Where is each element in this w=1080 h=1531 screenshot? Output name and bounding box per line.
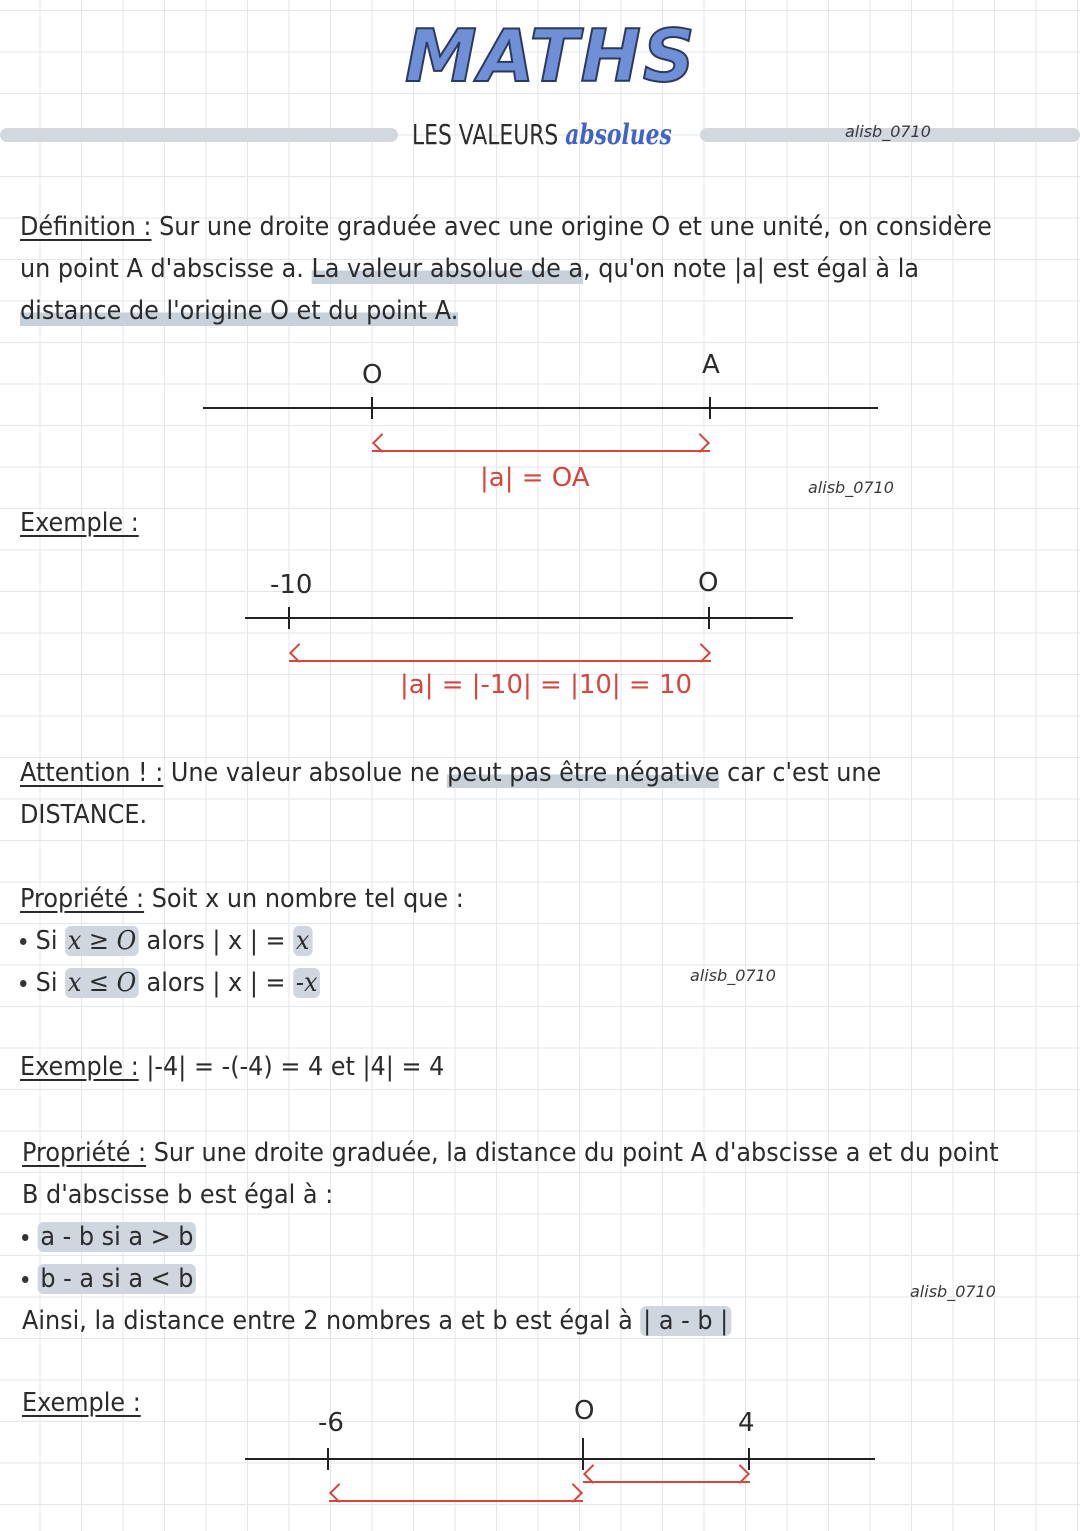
property2-item-1 (22, 1222, 196, 1253)
property2-label: Propriété : (22, 1138, 147, 1168)
attention-line-2: DISTANCE. (20, 800, 148, 830)
attention-label: Attention ! : (20, 758, 164, 788)
watermark-header: alisb_0710 (845, 122, 931, 141)
example3-mid-label: O (574, 1396, 595, 1426)
diagram1-arrow (372, 450, 710, 452)
attention-highlight: peut pas être négative (447, 758, 720, 788)
arrowhead-right-icon (563, 1483, 583, 1503)
definition-line-1 (20, 212, 992, 243)
diagram1-origin-label: O (362, 360, 383, 390)
property1-item1-a: Si (35, 926, 58, 956)
example3-axis (245, 1458, 875, 1460)
bullet-icon (22, 1234, 28, 1241)
watermark-diagram1: alisb_0710 (808, 478, 894, 497)
diagram1-result: |a| = OA (480, 463, 590, 493)
property1-item1-c: alors | x | = (146, 926, 286, 956)
property2-conclusion-b: | a - b | (640, 1306, 731, 1336)
example1-label: Exemple : (20, 508, 139, 538)
example1-axis (245, 617, 793, 619)
example3-arrow-left (329, 1500, 583, 1502)
property2-item2-text: b - a si a < b (38, 1264, 197, 1294)
example1-result: |a| = |-10| = |10| = 10 (400, 670, 693, 700)
example2-label: Exemple : (20, 1052, 139, 1082)
property1-item2-a: Si (35, 968, 58, 998)
example2-text: |-4| = -(-4) = 4 et |4| = 4 (146, 1052, 445, 1082)
property1-item2-result: -x (293, 968, 320, 998)
bullet-icon (22, 1276, 28, 1283)
diagram1-tick-origin (371, 397, 373, 419)
definition-text-1: Sur une droite graduée avec une origine O et une unité, on considère (159, 212, 992, 242)
attention-text-c: car c'est une (727, 758, 882, 788)
definition-line-2 (20, 254, 919, 285)
bullet-icon (20, 980, 26, 987)
subtitle-script: absolues (565, 118, 672, 151)
property1-item-1 (20, 926, 312, 957)
arrowhead-left-icon (583, 1464, 603, 1484)
example3-right-label: 4 (738, 1408, 755, 1438)
property1-text: Soit x un nombre tel que : (151, 884, 464, 914)
subtitle-plain: LES VALEURS (412, 118, 559, 151)
definition-text-3: distance de l'origine O et du point A. (20, 296, 459, 326)
property1-item1-result: x (293, 926, 312, 956)
example2-line (20, 1052, 444, 1083)
example3-left-label: -6 (318, 1408, 344, 1438)
property1-item2-c: alors | x | = (146, 968, 286, 998)
diagram1-point-label: A (702, 350, 720, 380)
watermark-property1: alisb_0710 (690, 966, 776, 985)
property2-item1-text: a - b si a > b (38, 1222, 197, 1252)
example1-tick-left (288, 607, 290, 629)
definition-line-3 (20, 296, 458, 327)
page-title: MATHS (405, 14, 697, 98)
property1-item-2 (20, 968, 320, 999)
example3-tick-right (748, 1448, 750, 1470)
example1-tick-right (708, 607, 710, 629)
watermark-property2: alisb_0710 (910, 1282, 996, 1301)
property1-item2-cond: x ≤ O (65, 968, 139, 998)
example3-arrow-right (583, 1481, 750, 1483)
definition-label: Définition : (20, 212, 152, 242)
arrowhead-left-icon (329, 1483, 349, 1503)
example3-tick-mid (582, 1438, 584, 1470)
arrowhead-right-icon (690, 433, 710, 453)
example3-label: Exemple : (22, 1388, 141, 1418)
property1-label: Propriété : (20, 884, 145, 914)
diagram1-axis (203, 407, 878, 409)
title-band-left (0, 128, 398, 142)
property2-text-1: Sur une droite graduée, la distance du point A d'abscisse a et du point (153, 1138, 999, 1168)
definition-text-2a: un point A d'abscisse a. (20, 254, 304, 284)
property2-conclusion (22, 1306, 731, 1337)
attention-line-1 (20, 758, 881, 789)
arrowhead-right-icon (691, 643, 711, 663)
diagram1-tick-a (709, 397, 711, 419)
definition-text-2c: , qu'on note |a| est égal à la (583, 254, 920, 284)
example1-right-label: O (698, 568, 719, 598)
property2-conclusion-a: Ainsi, la distance entre 2 nombres a et b est égal à (22, 1306, 633, 1336)
definition-highlight: La valeur absolue de a (311, 254, 584, 284)
example1-left-label: -10 (270, 570, 313, 600)
example1-arrow (289, 660, 711, 662)
bullet-icon (20, 938, 26, 945)
property1-line (20, 884, 464, 915)
property2-line-2: B d'abscisse b est égal à : (22, 1180, 334, 1210)
property1-item1-cond: x ≥ O (65, 926, 139, 956)
arrowhead-left-icon (289, 643, 309, 663)
property2-line-1 (22, 1138, 999, 1169)
example3-tick-left (327, 1448, 329, 1470)
property2-item-2 (22, 1264, 196, 1295)
page-subtitle (412, 118, 672, 151)
arrowhead-left-icon (372, 433, 392, 453)
attention-text-a: Une valeur absolue ne (170, 758, 440, 788)
